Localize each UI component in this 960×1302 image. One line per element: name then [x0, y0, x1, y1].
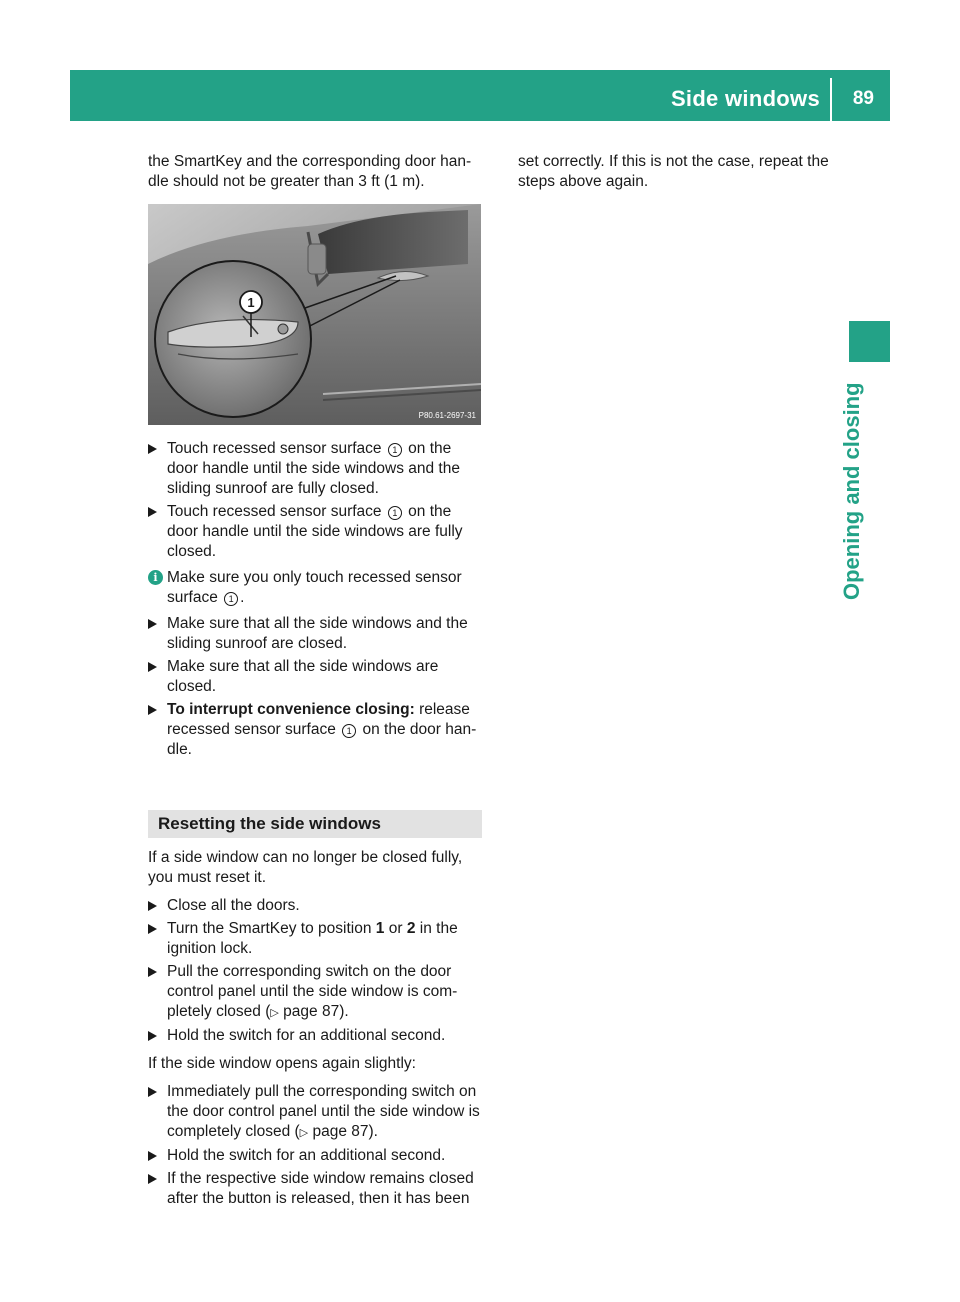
- step-arrow-icon: [148, 1031, 157, 1041]
- page-ref-arrow-icon: ▷: [270, 1007, 279, 1019]
- step-arrow-icon: [148, 1087, 157, 1097]
- step-arrow-icon: [148, 901, 157, 911]
- step-hold-switch: Hold the switch for an additional second.: [148, 1026, 482, 1046]
- step-check-windows: Make sure that all the side windows are closed.: [148, 657, 482, 697]
- step-check-sunroof: Make sure that all the side windows and the sliding sunroof are closed.: [148, 614, 482, 654]
- if-opens-paragraph: If the side window opens again slightly:: [148, 1055, 416, 1072]
- callout-icon: 1: [388, 506, 402, 520]
- step-pull-switch: Pull the corresponding switch on the door control panel until the side window is com- pletely closed (▷ page 87).: [148, 962, 482, 1023]
- figure-callout: 1: [247, 295, 255, 310]
- step-arrow-icon: [148, 924, 157, 934]
- info-note: i Make sure you only touch recessed sensor surface 1 .: [148, 568, 482, 608]
- step-arrow-icon: [148, 662, 157, 672]
- chapter-tab-label: Opening and closing: [839, 382, 864, 600]
- step-immediately-pull: Immediately pull the corresponding switch on the door control panel until the side window is completely closed (▷ page 87).: [148, 1082, 482, 1143]
- intro-paragraph: the SmartKey and the corresponding door han- dle should not be greater than 3 ft (1 m).: [148, 153, 472, 190]
- info-icon: i: [148, 570, 163, 585]
- step-arrow-icon: [148, 1151, 157, 1161]
- page-reference-link[interactable]: page 87: [312, 1123, 369, 1140]
- section-intro: If a side window can no longer be closed fully, you must reset it.: [148, 849, 463, 886]
- step-arrow-icon: [148, 1174, 157, 1184]
- section-title: Side windows: [670, 86, 820, 111]
- callout-icon: 1: [224, 592, 238, 606]
- right-column: [518, 152, 836, 200]
- step-turn-key: Turn the SmartKey to position 1 or 2 in the ignition lock.: [148, 919, 482, 959]
- car-door-illustration: [148, 204, 481, 425]
- step-remains-closed: If the respective side window remains closed after the button is released, then it has been: [148, 1169, 482, 1209]
- step-arrow-icon: [148, 507, 157, 517]
- step-hold-switch-again: Hold the switch for an additional second.: [148, 1146, 482, 1166]
- step-arrow-icon: [148, 444, 157, 454]
- header-divider: [830, 78, 832, 121]
- step-arrow-icon: [148, 967, 157, 977]
- step-close-doors: Close all the doors.: [148, 896, 482, 916]
- page-reference-link[interactable]: page 87: [283, 1003, 340, 1020]
- step-arrow-icon: [148, 705, 157, 715]
- door-handle-figure: [148, 204, 481, 425]
- callout-icon: 1: [342, 724, 356, 738]
- step-interrupt-closing: To interrupt convenience closing: release recessed sensor surface 1 on the door han- dle.: [148, 700, 482, 760]
- continuation-paragraph: set correctly. If this is not the case, repeat the steps above again.: [518, 153, 829, 190]
- section-heading: Resetting the side windows: [148, 810, 482, 838]
- page-number: 89: [852, 88, 874, 109]
- step-touch-sensor-windows: Touch recessed sensor surface 1 on the door handle until the side windows are fully closed.: [148, 502, 482, 562]
- step-arrow-icon: [148, 619, 157, 629]
- page-header: [70, 70, 890, 121]
- callout-icon: 1: [388, 443, 402, 457]
- left-column: [148, 152, 482, 1212]
- page-ref-arrow-icon: ▷: [299, 1127, 309, 1139]
- figure-code: P80.61-2697-31: [418, 411, 476, 420]
- step-touch-sensor-sunroof: Touch recessed sensor surface 1 on the door handle until the side windows and the sliding sunroof are fully closed.: [148, 439, 482, 499]
